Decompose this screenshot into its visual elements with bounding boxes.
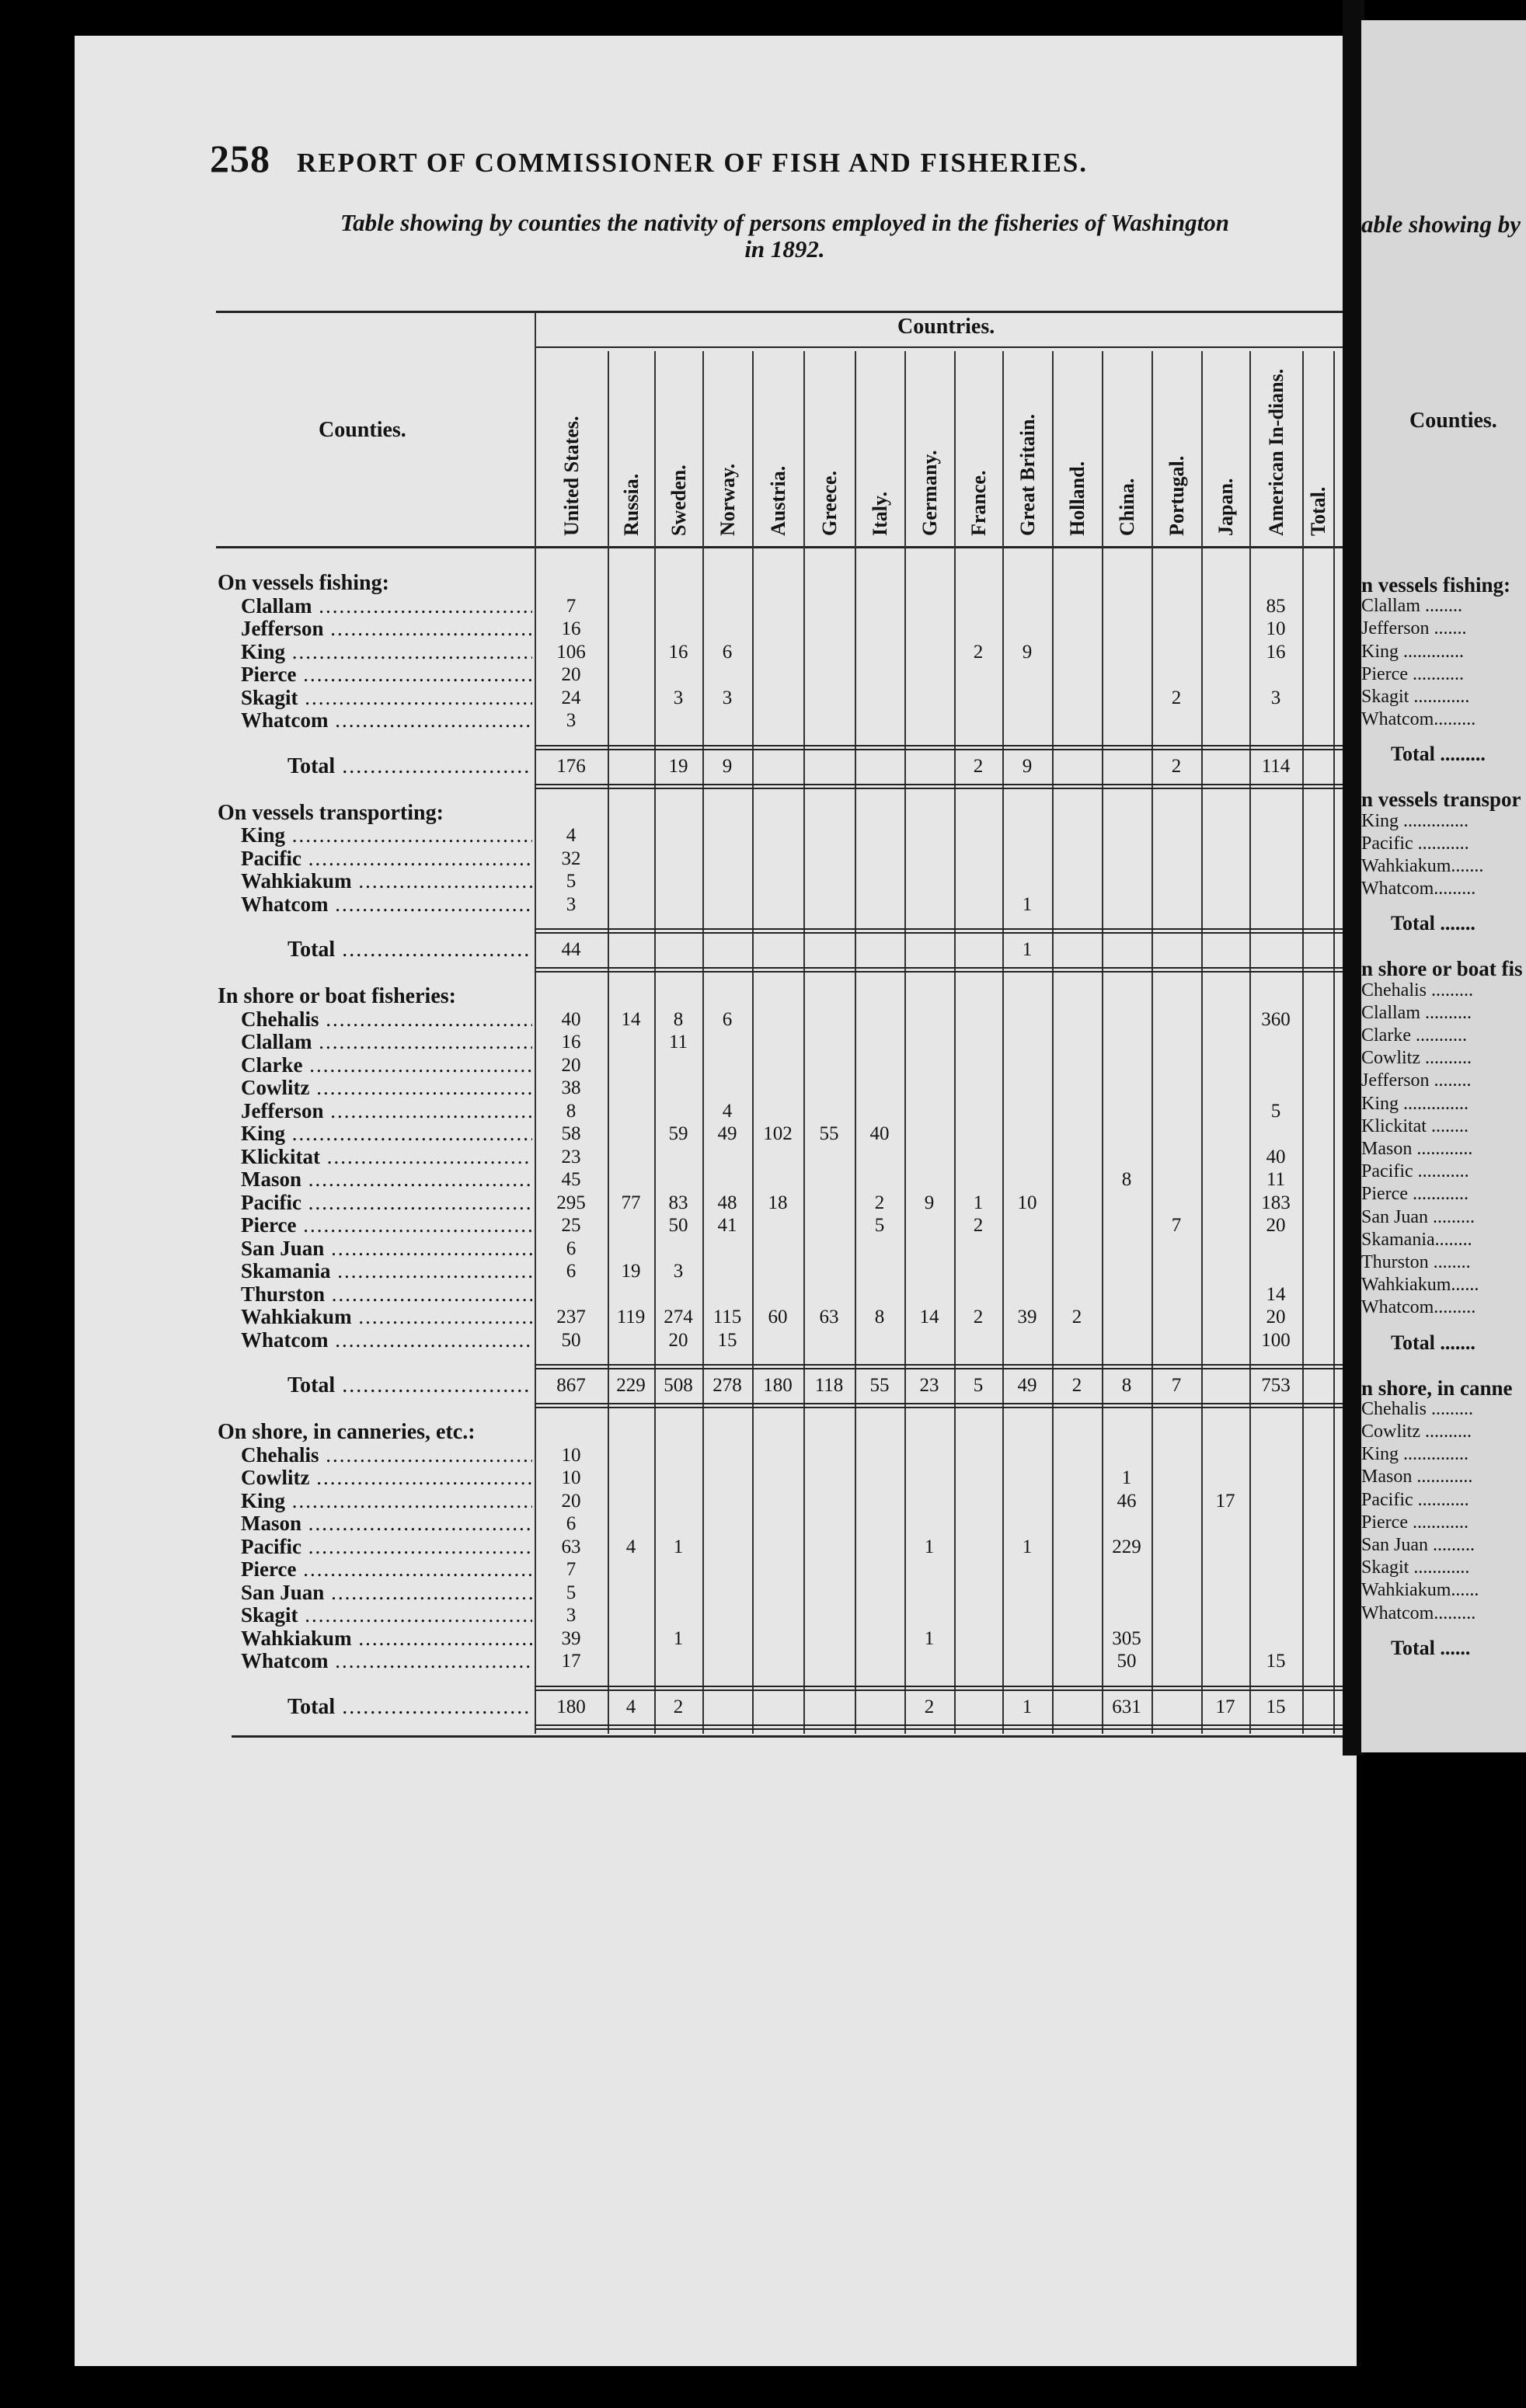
table-cell: 7 xyxy=(566,1559,577,1580)
total-cell: 180 xyxy=(763,1375,793,1396)
total-label: Total ..... xyxy=(287,1695,532,1720)
table-cell: 11 xyxy=(668,1032,688,1053)
table-cell: 39 xyxy=(1017,1307,1037,1328)
table-cell: 55 xyxy=(819,1123,839,1144)
total-cell: 1 xyxy=(1022,939,1033,960)
total-cell: 4 xyxy=(625,1696,636,1717)
section-rule xyxy=(535,1724,1343,1726)
table-cell: 1 xyxy=(924,1627,935,1649)
table-cell: 50 xyxy=(561,1329,581,1351)
table-cell: 8 xyxy=(673,1008,684,1030)
right-page-row: Cowlitz .......... xyxy=(1361,1048,1472,1069)
table-cell: 1 xyxy=(924,1536,935,1557)
table-cell: 20 xyxy=(1266,1215,1286,1236)
table-cell: 3 xyxy=(673,1261,684,1282)
section-rule xyxy=(535,1407,1343,1408)
right-page-row: San Juan ......... xyxy=(1361,1535,1475,1555)
table-cell: 10 xyxy=(1017,1192,1037,1213)
total-cell: 9 xyxy=(1022,755,1033,777)
right-page-row: San Juan ......... xyxy=(1361,1206,1475,1227)
row-county-label: Clallam ..... xyxy=(241,1030,532,1054)
column-divider xyxy=(803,351,805,1734)
table-cell: 48 xyxy=(717,1192,737,1213)
total-cell: 180 xyxy=(556,1696,586,1717)
total-cell: 2 xyxy=(1171,755,1182,777)
row-county-label: Clarke ..... xyxy=(241,1053,532,1077)
column-header: Greece. xyxy=(818,471,841,536)
section-rule xyxy=(535,788,1343,789)
right-page-row: n vessels fishing: xyxy=(1361,573,1511,597)
right-page xyxy=(1361,20,1526,1752)
column-divider xyxy=(1151,351,1153,1734)
table-cell: 49 xyxy=(717,1123,737,1144)
table-cell: 20 xyxy=(668,1329,688,1351)
table-cell: 59 xyxy=(668,1123,688,1144)
table-cell: 2 xyxy=(874,1192,885,1213)
table-cell: 102 xyxy=(763,1123,793,1144)
table-cell: 1 xyxy=(1022,893,1033,915)
table-cell: 14 xyxy=(1266,1283,1286,1305)
table-cell: 40 xyxy=(561,1008,581,1030)
table-cell: 119 xyxy=(616,1307,646,1328)
total-rule xyxy=(535,1686,1343,1687)
row-county-label: Clallam ..... xyxy=(241,594,532,618)
total-rule xyxy=(535,745,1343,746)
total-cell: 15 xyxy=(1266,1696,1286,1717)
row-county-label: Whatcom ..... xyxy=(241,708,532,732)
table-cell: 85 xyxy=(1266,595,1286,617)
total-label: Total ..... xyxy=(287,754,532,779)
table-cell: 5 xyxy=(566,871,577,892)
right-page-row: Total ......... xyxy=(1391,743,1486,766)
table-cell: 183 xyxy=(1261,1192,1291,1213)
right-page-row: King .............. xyxy=(1361,1444,1469,1465)
caption-line-1: Table showing by counties the nativity of persons employed in the fisheries of Washington xyxy=(340,209,1229,236)
total-rule xyxy=(535,1364,1343,1366)
table-cell: 63 xyxy=(819,1307,839,1328)
right-page-row: Pacific ........... xyxy=(1361,833,1469,854)
section-title: On shore, in canneries, etc.: xyxy=(218,1420,476,1444)
table-cell: 8 xyxy=(1121,1169,1132,1190)
total-cell: 23 xyxy=(919,1375,939,1396)
column-divider xyxy=(1249,351,1251,1734)
section-rule xyxy=(535,971,1343,973)
table-cell: 2 xyxy=(973,1307,984,1328)
table-cell: 3 xyxy=(1270,687,1281,708)
table-cell: 6 xyxy=(566,1237,577,1259)
right-page-row: Clarke ........... xyxy=(1361,1025,1467,1046)
row-county-label: Pierce ..... xyxy=(241,1557,532,1582)
table-cell: 5 xyxy=(1270,1100,1281,1122)
right-page-row: n shore, in canne xyxy=(1361,1376,1513,1400)
column-divider xyxy=(1002,351,1004,1734)
right-page-row: Mason ............ xyxy=(1361,1467,1473,1488)
table-cell: 1 xyxy=(673,1627,684,1649)
column-divider xyxy=(1201,351,1203,1734)
table-cell: 10 xyxy=(1266,618,1286,639)
table-cell: 115 xyxy=(712,1307,742,1328)
table-bottom-rule xyxy=(232,1735,1343,1738)
right-page-row: Thurston ........ xyxy=(1361,1252,1471,1272)
table-cell: 8 xyxy=(566,1100,577,1122)
column-header: China. xyxy=(1116,478,1138,536)
table-cell: 16 xyxy=(1266,641,1286,663)
column-divider xyxy=(1052,351,1054,1734)
total-cell: 7 xyxy=(1171,1375,1182,1396)
row-county-label: Skamania ..... xyxy=(241,1259,532,1283)
total-cell: 2 xyxy=(973,755,984,777)
table-cell: 18 xyxy=(768,1192,788,1213)
column-divider xyxy=(702,351,704,1734)
table-cell: 24 xyxy=(561,687,581,708)
column-header: Italy. xyxy=(869,491,891,536)
table-cell: 15 xyxy=(717,1329,737,1351)
table-cell: 6 xyxy=(722,641,733,663)
row-county-label: King ..... xyxy=(241,1122,532,1146)
table-cell: 16 xyxy=(561,618,581,639)
row-county-label: Whatcom ..... xyxy=(241,1649,532,1673)
row-county-label: King ..... xyxy=(241,823,532,847)
table-cell: 10 xyxy=(561,1467,581,1488)
table-cell: 58 xyxy=(561,1123,581,1144)
column-divider xyxy=(1302,351,1304,1734)
row-county-label: Mason ..... xyxy=(241,1167,532,1192)
section-title: On vessels fishing: xyxy=(218,571,389,595)
column-divider xyxy=(1333,351,1335,1734)
right-page-row: Jefferson ........ xyxy=(1361,1070,1472,1091)
total-label: Total ..... xyxy=(287,1373,532,1398)
table-cell: 5 xyxy=(874,1215,885,1236)
row-county-label: Whatcom ..... xyxy=(241,1328,532,1352)
table-caption xyxy=(218,210,1352,263)
page-header xyxy=(210,136,1088,181)
total-rule xyxy=(535,749,1343,750)
total-cell: 508 xyxy=(664,1375,693,1396)
table-cell: 3 xyxy=(673,687,684,708)
counties-header: Counties. xyxy=(319,418,406,442)
caption-line-2: in 1892. xyxy=(744,235,825,263)
right-page-row: Chehalis ......... xyxy=(1361,1398,1473,1419)
row-county-label: Pacific ..... xyxy=(241,1535,532,1559)
column-divider xyxy=(904,351,906,1734)
table-cell: 2 xyxy=(1071,1307,1082,1328)
table-cell: 9 xyxy=(1022,641,1033,663)
section-rule xyxy=(535,1403,1343,1404)
table-cell: 20 xyxy=(561,664,581,685)
table-cell: 9 xyxy=(924,1192,935,1213)
table-cell: 6 xyxy=(722,1008,733,1030)
right-page-counties-header: Counties. xyxy=(1409,409,1497,433)
table-cell: 50 xyxy=(668,1215,688,1236)
column-header: Great Britain. xyxy=(1016,414,1039,536)
right-page-row: Wahkiakum....... xyxy=(1361,856,1484,876)
row-county-label: San Juan ..... xyxy=(241,1581,532,1605)
row-county-label: Wahkiakum ..... xyxy=(241,869,532,893)
right-page-caption: able showing by xyxy=(1361,211,1521,238)
right-page-row: Pacific ........... xyxy=(1361,1161,1469,1182)
table-cell: 4 xyxy=(566,825,577,846)
table-cell: 41 xyxy=(717,1215,737,1236)
column-divider xyxy=(608,351,609,1734)
total-cell: 9 xyxy=(722,755,733,777)
section-title: On vessels transporting: xyxy=(218,800,444,825)
table-cell: 2 xyxy=(1171,687,1182,708)
table-cell: 23 xyxy=(561,1146,581,1167)
section-rule xyxy=(535,1728,1343,1730)
table-cell: 3 xyxy=(566,710,577,731)
table-cell: 11 xyxy=(1266,1169,1286,1190)
right-page-row: Whatcom......... xyxy=(1361,1297,1476,1318)
right-page-row: Total ....... xyxy=(1391,1331,1475,1354)
row-county-label: Skagit ..... xyxy=(241,1603,532,1627)
table-cell: 63 xyxy=(561,1536,581,1557)
table-cell: 40 xyxy=(869,1123,890,1144)
column-header: France. xyxy=(967,470,990,536)
table-cell: 19 xyxy=(621,1261,641,1282)
right-page-row: Klickitat ........ xyxy=(1361,1115,1469,1136)
countries-header: Countries. xyxy=(897,315,995,339)
right-page-row: King ............. xyxy=(1361,641,1464,662)
row-county-label: Wahkiakum ..... xyxy=(241,1305,532,1329)
table-cell: 14 xyxy=(919,1307,939,1328)
total-cell: 17 xyxy=(1215,1696,1235,1717)
table-cell: 45 xyxy=(561,1169,581,1190)
table-cell: 2 xyxy=(973,1215,984,1236)
total-cell: 753 xyxy=(1261,1375,1291,1396)
table-cell: 40 xyxy=(1266,1146,1286,1167)
table-cell: 5 xyxy=(566,1582,577,1603)
total-cell: 44 xyxy=(561,939,581,960)
right-page-row: Wahkiakum...... xyxy=(1361,1275,1479,1296)
table-cell: 274 xyxy=(664,1307,693,1328)
total-cell: 631 xyxy=(1112,1696,1141,1717)
table-cell: 4 xyxy=(722,1100,733,1122)
table-cell: 83 xyxy=(668,1192,688,1213)
total-cell: 229 xyxy=(616,1375,646,1396)
right-page-row: Skagit ............ xyxy=(1361,1557,1470,1578)
right-page-row: King .............. xyxy=(1361,1093,1469,1114)
table-cell: 1 xyxy=(673,1536,684,1557)
column-divider xyxy=(855,351,856,1734)
table-cell: 100 xyxy=(1261,1329,1291,1351)
right-page-row: Pacific ........... xyxy=(1361,1489,1469,1510)
total-cell: 2 xyxy=(673,1696,684,1717)
total-rule xyxy=(535,932,1343,934)
column-header: Sweden. xyxy=(667,465,690,536)
table-cell: 17 xyxy=(561,1651,581,1672)
table-cell: 295 xyxy=(556,1192,586,1213)
column-divider xyxy=(1102,351,1103,1734)
table-cell: 1 xyxy=(1022,1536,1033,1557)
table-cell: 38 xyxy=(561,1077,581,1098)
right-page-row: Cowlitz .......... xyxy=(1361,1421,1472,1442)
right-page-row: Pierce ............ xyxy=(1361,1512,1469,1533)
table-cell: 10 xyxy=(561,1444,581,1466)
table-cell: 360 xyxy=(1261,1008,1291,1030)
row-county-label: Jefferson ..... xyxy=(241,1099,532,1123)
table-cell: 237 xyxy=(556,1307,586,1328)
right-page-row: Pierce ............ xyxy=(1361,1184,1469,1205)
column-header: Russia. xyxy=(620,473,643,536)
column-header: Norway. xyxy=(716,463,739,536)
row-county-label: Thurston ..... xyxy=(241,1282,532,1307)
row-county-label: Pierce ..... xyxy=(241,663,532,687)
header-bottom-rule xyxy=(216,546,1343,548)
table-cell: 16 xyxy=(668,641,688,663)
total-cell: 2 xyxy=(1071,1375,1082,1396)
table-cell: 32 xyxy=(561,847,581,869)
column-header: Portugal. xyxy=(1165,455,1188,536)
right-page-row: Skagit ............ xyxy=(1361,687,1470,707)
table-cell: 46 xyxy=(1117,1490,1137,1512)
right-page-row: Chehalis ......... xyxy=(1361,980,1473,1000)
row-county-label: Skagit ..... xyxy=(241,686,532,710)
total-cell: 278 xyxy=(712,1375,742,1396)
right-page-row: King .............. xyxy=(1361,810,1469,831)
row-county-label: Cowlitz ..... xyxy=(241,1466,532,1490)
row-county-label: Cowlitz ..... xyxy=(241,1076,532,1100)
table-cell: 20 xyxy=(1266,1307,1286,1328)
table-cell: 15 xyxy=(1266,1651,1286,1672)
row-county-label: Pacific ..... xyxy=(241,1191,532,1215)
table-cell: 17 xyxy=(1215,1490,1235,1512)
section-rule xyxy=(535,784,1343,785)
countries-rule xyxy=(535,346,1343,348)
page-number: 258 xyxy=(210,137,270,180)
column-header: Austria. xyxy=(767,465,789,536)
running-head: REPORT OF COMMISSIONER OF FISH AND FISHERIES. xyxy=(297,148,1089,178)
table-cell: 16 xyxy=(561,1032,581,1053)
table-cell: 7 xyxy=(566,595,577,617)
total-cell: 2 xyxy=(924,1696,935,1717)
right-page-row: n shore or boat fis xyxy=(1361,957,1523,981)
section-title: In shore or boat fisheries: xyxy=(218,984,456,1008)
row-county-label: Pierce ..... xyxy=(241,1213,532,1237)
table-cell: 3 xyxy=(566,1605,577,1626)
row-county-label: Jefferson ..... xyxy=(241,617,532,641)
row-county-label: King ..... xyxy=(241,640,532,664)
table-cell: 77 xyxy=(621,1192,641,1213)
row-county-label: Chehalis ..... xyxy=(241,1443,532,1467)
column-header: Holland. xyxy=(1066,461,1089,536)
table-cell: 25 xyxy=(561,1215,581,1236)
table-cell: 6 xyxy=(566,1513,577,1534)
table-cell: 50 xyxy=(1117,1651,1137,1672)
total-cell: 118 xyxy=(814,1375,844,1396)
total-cell: 55 xyxy=(869,1375,890,1396)
row-county-label: King ..... xyxy=(241,1489,532,1513)
right-page-row: Clallam .......... xyxy=(1361,1002,1472,1023)
table-cell: 6 xyxy=(566,1261,577,1282)
table-cell: 106 xyxy=(556,641,586,663)
table-cell: 4 xyxy=(625,1536,636,1557)
table-cell: 305 xyxy=(1112,1627,1141,1649)
total-cell: 19 xyxy=(668,755,688,777)
column-header: United States. xyxy=(560,416,583,536)
right-page-row: Wahkiakum...... xyxy=(1361,1580,1479,1601)
column-header: Japan. xyxy=(1214,478,1237,536)
column-header: Total. xyxy=(1307,486,1329,536)
right-page-row: Clallam ........ xyxy=(1361,596,1462,617)
total-rule xyxy=(535,1689,1343,1691)
column-header: Germany. xyxy=(918,450,941,536)
table-top-rule xyxy=(216,311,1343,313)
table-cell: 20 xyxy=(561,1054,581,1076)
column-divider xyxy=(752,351,754,1734)
row-county-label: Klickitat ..... xyxy=(241,1145,532,1169)
table-cell: 1 xyxy=(973,1192,984,1213)
table-cell: 14 xyxy=(621,1008,641,1030)
total-cell: 49 xyxy=(1017,1375,1037,1396)
right-page-row: Total ....... xyxy=(1391,912,1475,935)
column-header: American In-dians. xyxy=(1265,368,1287,536)
total-cell: 176 xyxy=(556,755,586,777)
table-cell: 2 xyxy=(973,641,984,663)
row-county-label: Mason ..... xyxy=(241,1512,532,1536)
table-cell: 3 xyxy=(722,687,733,708)
total-cell: 8 xyxy=(1121,1375,1132,1396)
total-rule xyxy=(535,928,1343,930)
table-cell: 20 xyxy=(561,1490,581,1512)
total-rule xyxy=(535,1368,1343,1369)
table-cell: 229 xyxy=(1112,1536,1141,1557)
table-cell: 1 xyxy=(1121,1467,1132,1488)
table-cell: 7 xyxy=(1171,1215,1182,1236)
table-cell: 39 xyxy=(561,1627,581,1649)
right-page-row: Whatcom......... xyxy=(1361,709,1476,730)
total-cell: 114 xyxy=(1261,755,1291,777)
right-page-row: Jefferson ....... xyxy=(1361,618,1467,639)
total-cell: 867 xyxy=(556,1375,586,1396)
right-page-row: Whatcom......... xyxy=(1361,879,1476,900)
right-page-row: Whatcom......... xyxy=(1361,1602,1476,1623)
total-cell: 5 xyxy=(973,1375,984,1396)
column-divider xyxy=(954,351,956,1734)
right-page-row: Mason ............ xyxy=(1361,1139,1473,1159)
right-page-row: n vessels transpor xyxy=(1361,788,1521,812)
table-cell: 3 xyxy=(566,893,577,915)
section-rule xyxy=(535,967,1343,969)
table-cell: 60 xyxy=(768,1307,788,1328)
total-cell: 1 xyxy=(1022,1696,1033,1717)
row-county-label: Whatcom ..... xyxy=(241,893,532,917)
row-county-label: Pacific ..... xyxy=(241,847,532,871)
row-county-label: San Juan ..... xyxy=(241,1237,532,1261)
right-page-row: Skamania........ xyxy=(1361,1229,1472,1250)
right-page-row: Pierce ........... xyxy=(1361,663,1464,684)
total-label: Total ..... xyxy=(287,938,532,962)
row-county-label: Chehalis ..... xyxy=(241,1007,532,1032)
right-page-row: Total ...... xyxy=(1391,1636,1471,1659)
row-county-label: Wahkiakum ..... xyxy=(241,1627,532,1651)
table-cell: 8 xyxy=(874,1307,885,1328)
